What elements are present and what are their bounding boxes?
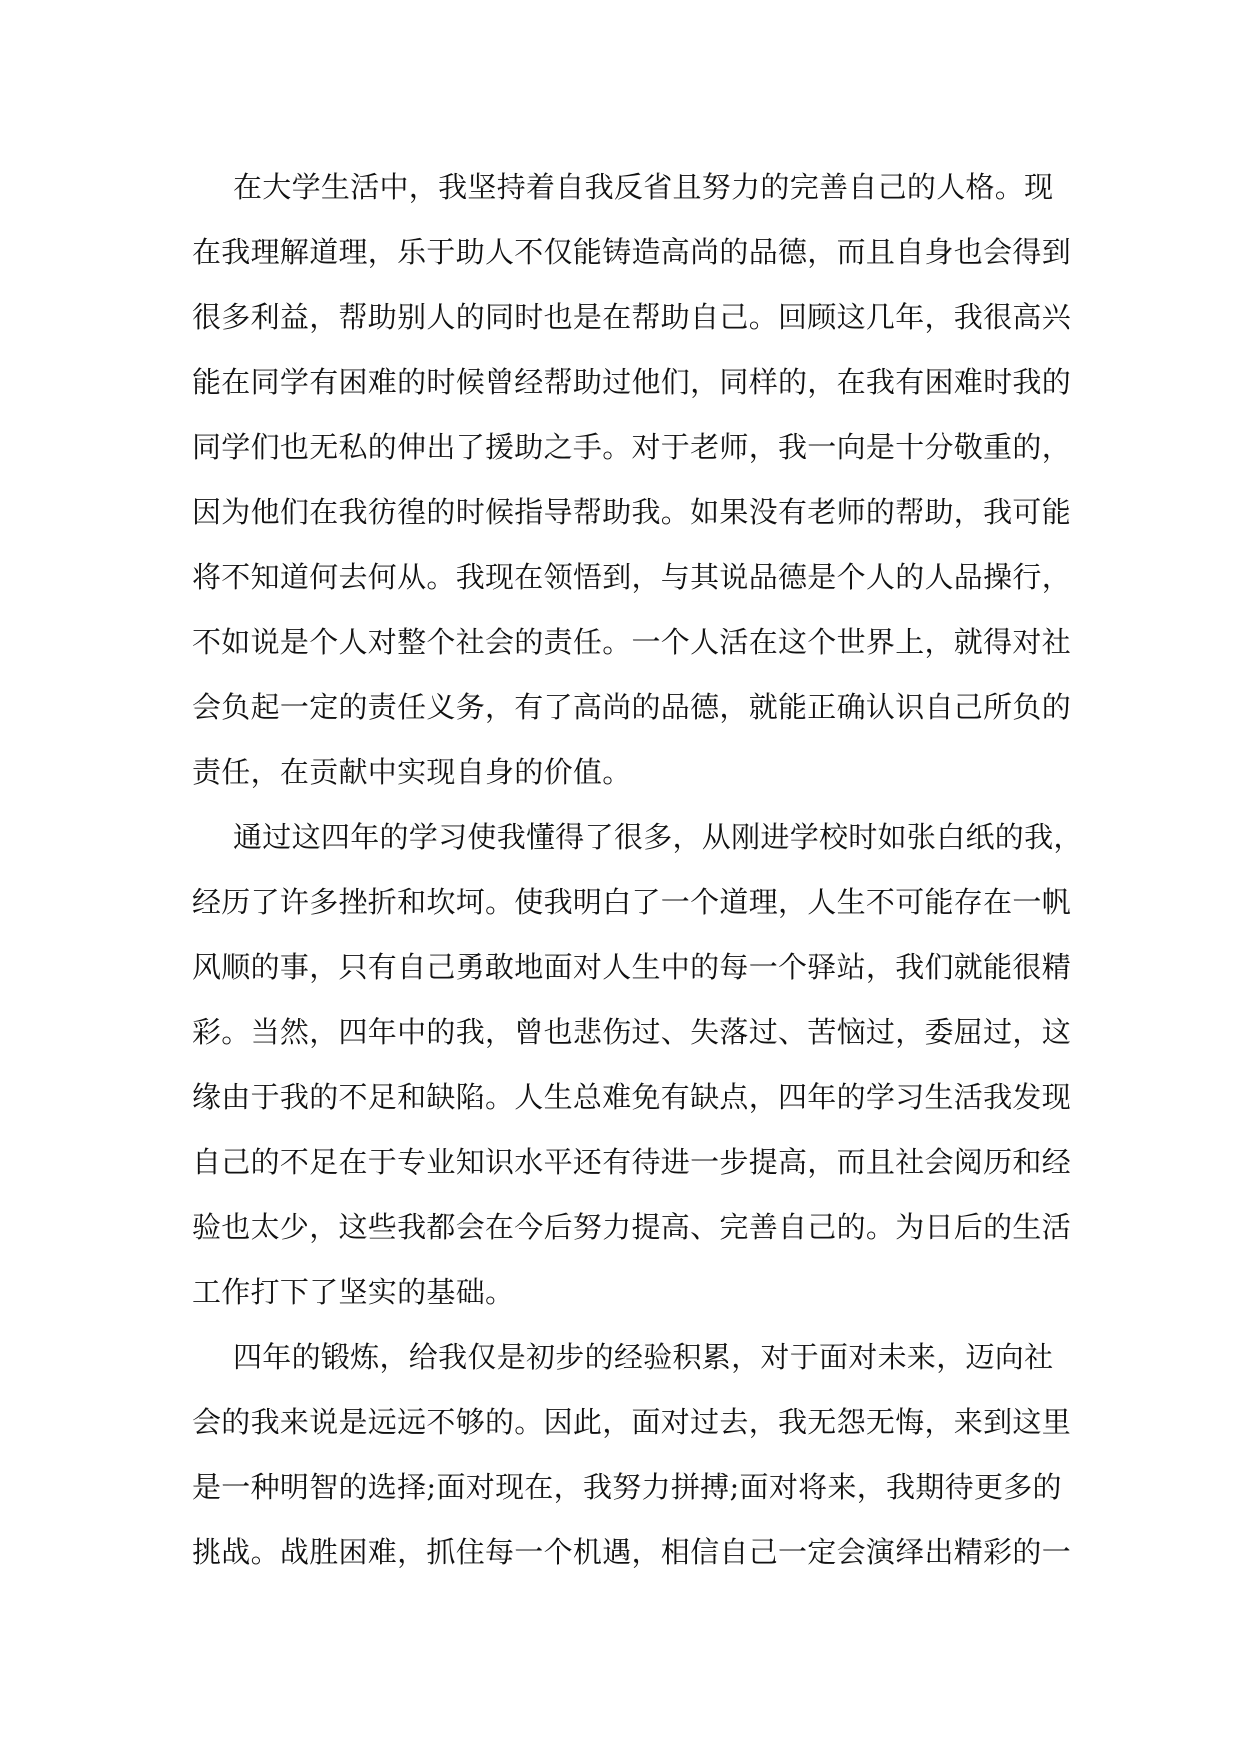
text-line: 是一种明智的选择;面对现在，我努力拼搏;面对将来，我期待更多的 [192,1470,1062,1504]
text-line: 验也太少，这些我都会在今后努力提高、完善自己的。为日后的生活 [192,1210,1072,1244]
text-line: 同学们也无私的伸出了援助之手。对于老师，我一向是十分敬重的， [192,430,1072,464]
text-line: 四年的锻炼，给我仅是初步的经验积累，对于面对未来，迈向社 [233,1340,1054,1374]
text-line: 彩。当然，四年中的我，曾也悲伤过、失落过、苦恼过，委屈过，这 [192,1015,1072,1049]
text-line: 在我理解道理，乐于助人不仅能铸造高尚的品德，而且自身也会得到 [192,235,1072,269]
text-line: 工作打下了坚实的基础。 [192,1275,515,1309]
text-line: 会的我来说是远远不够的。因此，面对过去，我无怨无悔，来到这里 [192,1405,1072,1439]
text-line: 挑战。战胜困难，抓住每一个机遇，相信自己一定会演绎出精彩的一 [192,1535,1072,1569]
paragraph-3 [192,1325,1072,1585]
text-line: 在大学生活中，我坚持着自我反省且努力的完善自己的人格。现 [233,170,1054,204]
text-line: 缘由于我的不足和缺陷。人生总难免有缺点，四年的学习生活我发现 [192,1080,1072,1114]
text-line: 将不知道何去何从。我现在领悟到，与其说品德是个人的人品操行， [192,560,1072,594]
text-line: 风顺的事，只有自己勇敢地面对人生中的每一个驿站，我们就能很精 [192,950,1072,984]
text-line: 责任，在贡献中实现自身的价值。 [192,755,632,789]
text-line: 能在同学有困难的时候曾经帮助过他们，同样的，在我有困难时我的 [192,365,1072,399]
text-line: 很多利益，帮助别人的同时也是在帮助自己。回顾这几年，我很高兴 [192,300,1072,334]
document-body [192,155,1083,1585]
paragraph-1 [192,155,1072,805]
text-line: 因为他们在我彷徨的时候指导帮助我。如果没有老师的帮助，我可能 [192,495,1072,529]
paragraph-2 [192,805,1083,1325]
text-line: 自己的不足在于专业知识水平还有待进一步提高，而且社会阅历和经 [192,1145,1072,1179]
text-line: 通过这四年的学习使我懂得了很多，从刚进学校时如张白纸的我， [233,820,1083,854]
text-line: 经历了许多挫折和坎坷。使我明白了一个道理，人生不可能存在一帆 [192,885,1072,919]
text-line: 不如说是个人对整个社会的责任。一个人活在这个世界上，就得对社 [192,625,1072,659]
text-line: 会负起一定的责任义务，有了高尚的品德，就能正确认识自己所负的 [192,690,1072,724]
